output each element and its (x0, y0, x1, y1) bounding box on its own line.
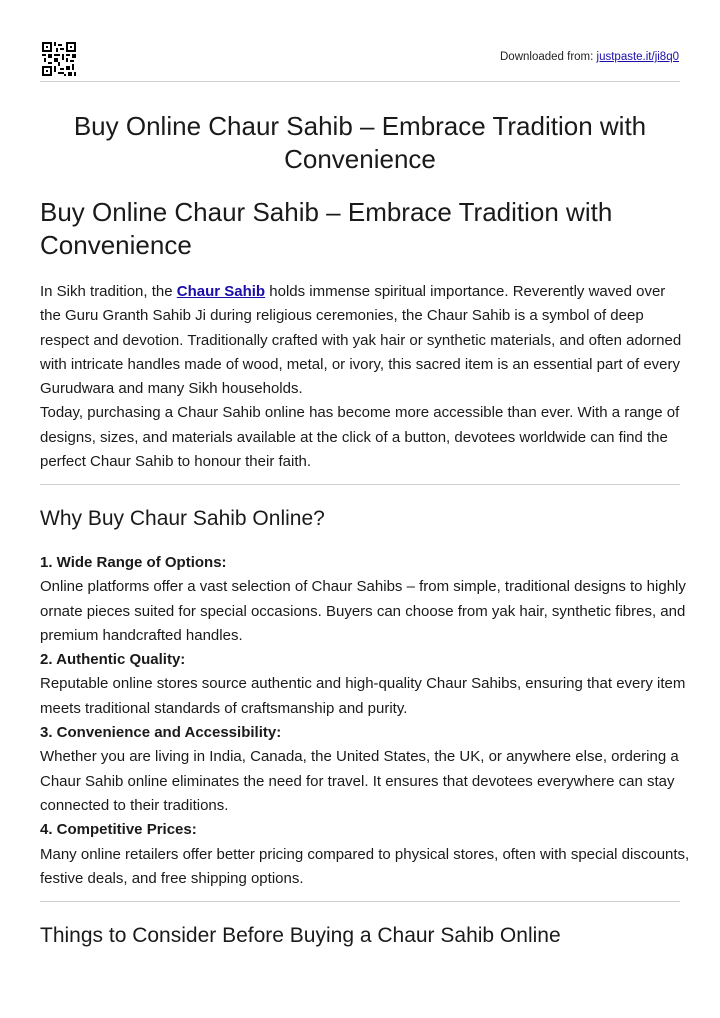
intro-text-before: In Sikh tradition, the (40, 283, 177, 300)
list-item-text: Many online retailers offer better pricing compared to physical stores, often with special discounts, festive deals, and free shipping options. (40, 845, 690, 887)
list-item-title: 3. Convenience and Accessibility: (40, 724, 282, 742)
list-item-text: Online platforms offer a vast selection of Chaur Sahibs – from simple, traditional designs to highly ornate pieces suited for special occasions. Buyers can choose from yak hair, synthetic fibres, and premium handcrafted handles. (40, 578, 686, 644)
intro-paragraph-1 (40, 280, 690, 401)
downloaded-from (500, 51, 679, 63)
intro-text-after: holds immense spiritual importance. Reverently waved over the Guru Granth Sahib Ji during religious ceremonies, the Chaur Sahib is a symbol of deep respect and devotion. Traditionally crafted with yak hair or synthetic materials, and often adorned with intricate handles made of wood, metal, or ivory, this sacred item is an essential part of every Gurudwara and many Sikh households. (40, 283, 682, 398)
why-buy-heading: Why Buy Chaur Sahib Online? (40, 507, 325, 530)
list-item (40, 818, 690, 891)
header-divider (40, 81, 680, 82)
consider-heading: Things to Consider Before Buying a Chaur Sahib Online (40, 924, 561, 947)
list-item-title: 4. Competitive Prices: (40, 821, 197, 839)
section-divider (40, 484, 680, 485)
downloaded-prefix: Downloaded from: (500, 51, 597, 63)
list-item (40, 721, 690, 818)
list-item-title: 1. Wide Range of Options: (40, 554, 227, 571)
article-heading: Buy Online Chaur Sahib – Embrace Tradition with Convenience (40, 197, 613, 260)
page-title: Buy Online Chaur Sahib – Embrace Tradition with Convenience (73, 111, 647, 174)
section-divider (40, 901, 680, 902)
list-item-title: 2. Authentic Quality: (40, 651, 186, 669)
list-item (40, 551, 690, 648)
intro-paragraph-2: Today, purchasing a Chaur Sahib online has become more accessible than ever. With a range of designs, sizes, and materials available at the click of a button, devotees worldwide can find the perfect Chaur Sahib to honour their faith. (40, 404, 680, 471)
list-item-text: Whether you are living in India, Canada, the United States, the UK, or anywhere else, ordering a Chaur Sahib online eliminates the need for travel. It ensures that devotees everywhere can stay connected to their traditions. (40, 748, 679, 814)
why-buy-list (40, 551, 690, 891)
chaur-sahib-link[interactable]: Chaur Sahib (176, 283, 266, 300)
qr-code-icon (42, 42, 76, 76)
list-item (40, 648, 690, 721)
source-link[interactable]: justpaste.it/ji8q0 (596, 51, 679, 63)
list-item-text: Reputable online stores source authentic and high-quality Chaur Sahibs, ensuring that every item meets traditional standards of craftsmanship and purity. (40, 675, 686, 717)
intro-section (40, 280, 690, 474)
